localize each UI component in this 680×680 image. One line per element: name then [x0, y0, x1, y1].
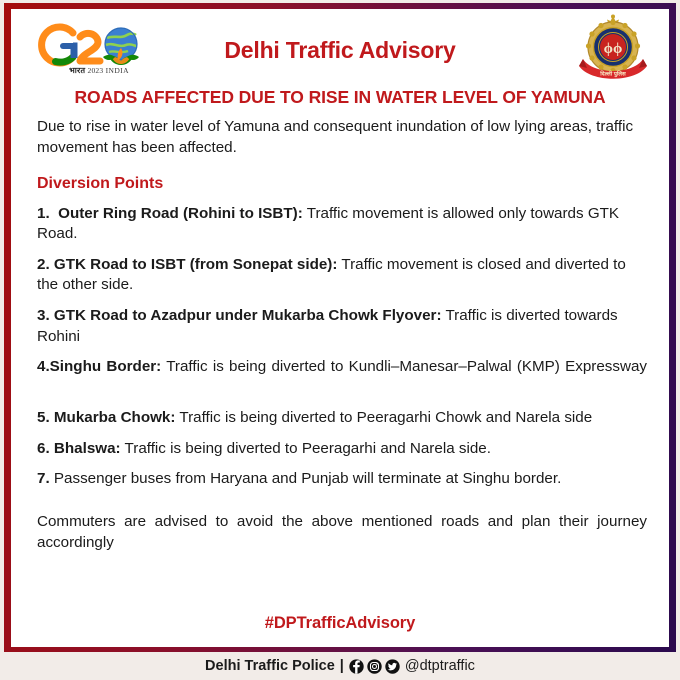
diversion-points-heading: Diversion Points: [37, 174, 164, 192]
list-item-number: 4.: [37, 358, 50, 376]
hashtag: #DPTrafficAdvisory: [264, 614, 416, 632]
list-item-number: 2.: [37, 255, 50, 273]
list-item-text: Traffic movement is allowed only towards GTK Road.: [37, 204, 620, 243]
list-item: [37, 204, 647, 245]
page-title: Delhi Traffic Advisory: [224, 37, 456, 63]
header: [11, 9, 669, 107]
list-item-label: Bhalswa:: [53, 439, 121, 457]
list-item-number: 7.: [37, 470, 50, 488]
list-item-number: 6.: [37, 439, 50, 457]
footer-content: [205, 658, 475, 674]
footer-org-name: Delhi Traffic Police: [205, 658, 335, 674]
footer: [0, 652, 680, 680]
list-item-text: Traffic is diverted towards Rohini: [37, 307, 618, 345]
g20-subtitle-country: INDIA: [105, 66, 129, 75]
list-item-label: Mukarba Chowk:: [53, 409, 176, 427]
twitter-icon[interactable]: [385, 659, 400, 674]
list-item-text: Traffic movement is closed and diverted to the other side.: [37, 255, 626, 294]
advisory-card-inner: [11, 9, 669, 647]
list-item-number: 3.: [37, 307, 50, 324]
advisory-body: [37, 117, 647, 575]
g20-subtitle-year: 2023: [87, 66, 104, 75]
list-item: [37, 255, 647, 296]
advisory-card: [4, 3, 676, 652]
list-item-label: GTK Road to Azadpur under Mukarba Chowk Flyover:: [53, 307, 442, 324]
list-item-label: Singhu Border:: [49, 358, 162, 376]
list-item-number: 1.: [37, 204, 50, 222]
g20-subtitle-devanagari: भारत: [69, 66, 86, 75]
closing-paragraph: Commuters are advised to avoid the above mentioned roads and plan their journey accordingly: [37, 512, 647, 551]
svg-text:ϕϕ: ϕϕ: [603, 41, 623, 57]
page-subtitle: ROADS AFFECTED DUE TO RISE IN WATER LEVEL OF YAMUNA: [74, 87, 606, 107]
list-item: [37, 306, 647, 347]
list-item: [37, 439, 647, 460]
instagram-icon[interactable]: [367, 659, 382, 674]
social-icons: [349, 659, 400, 674]
list-item-text: Traffic is being diverted to Peeragarhi and Narela side.: [124, 439, 491, 457]
footer-handle[interactable]: @dtptraffic: [404, 658, 475, 674]
list-item-text: Traffic is being diverted to Kundli–Manesar–Palwal (KMP) Expressway: [166, 358, 647, 376]
list-item: [37, 469, 647, 490]
intro-paragraph: Due to rise in water level of Yamuna and consequent inundation of low lying areas, traffic movement has been affected.: [37, 118, 634, 156]
footer-separator: |: [339, 658, 344, 674]
list-item: [37, 357, 647, 398]
svg-text:दिल्ली पुलिस: दिल्ली पुलिस: [600, 71, 626, 78]
list-item-text: Traffic is being diverted to Peeragarhi Chowk and Narela side: [179, 409, 593, 427]
g20-logo-subtitle: [47, 65, 151, 76]
list-item-label: Outer Ring Road (Rohini to ISBT):: [58, 204, 303, 222]
list-item: [37, 408, 647, 429]
facebook-icon[interactable]: [349, 659, 364, 674]
list-item-text: Passenger buses from Haryana and Punjab will terminate at Singhu border.: [53, 470, 562, 488]
list-item-number: 5.: [37, 409, 50, 427]
list-item-label: GTK Road to ISBT (from Sonepat side):: [53, 255, 338, 273]
